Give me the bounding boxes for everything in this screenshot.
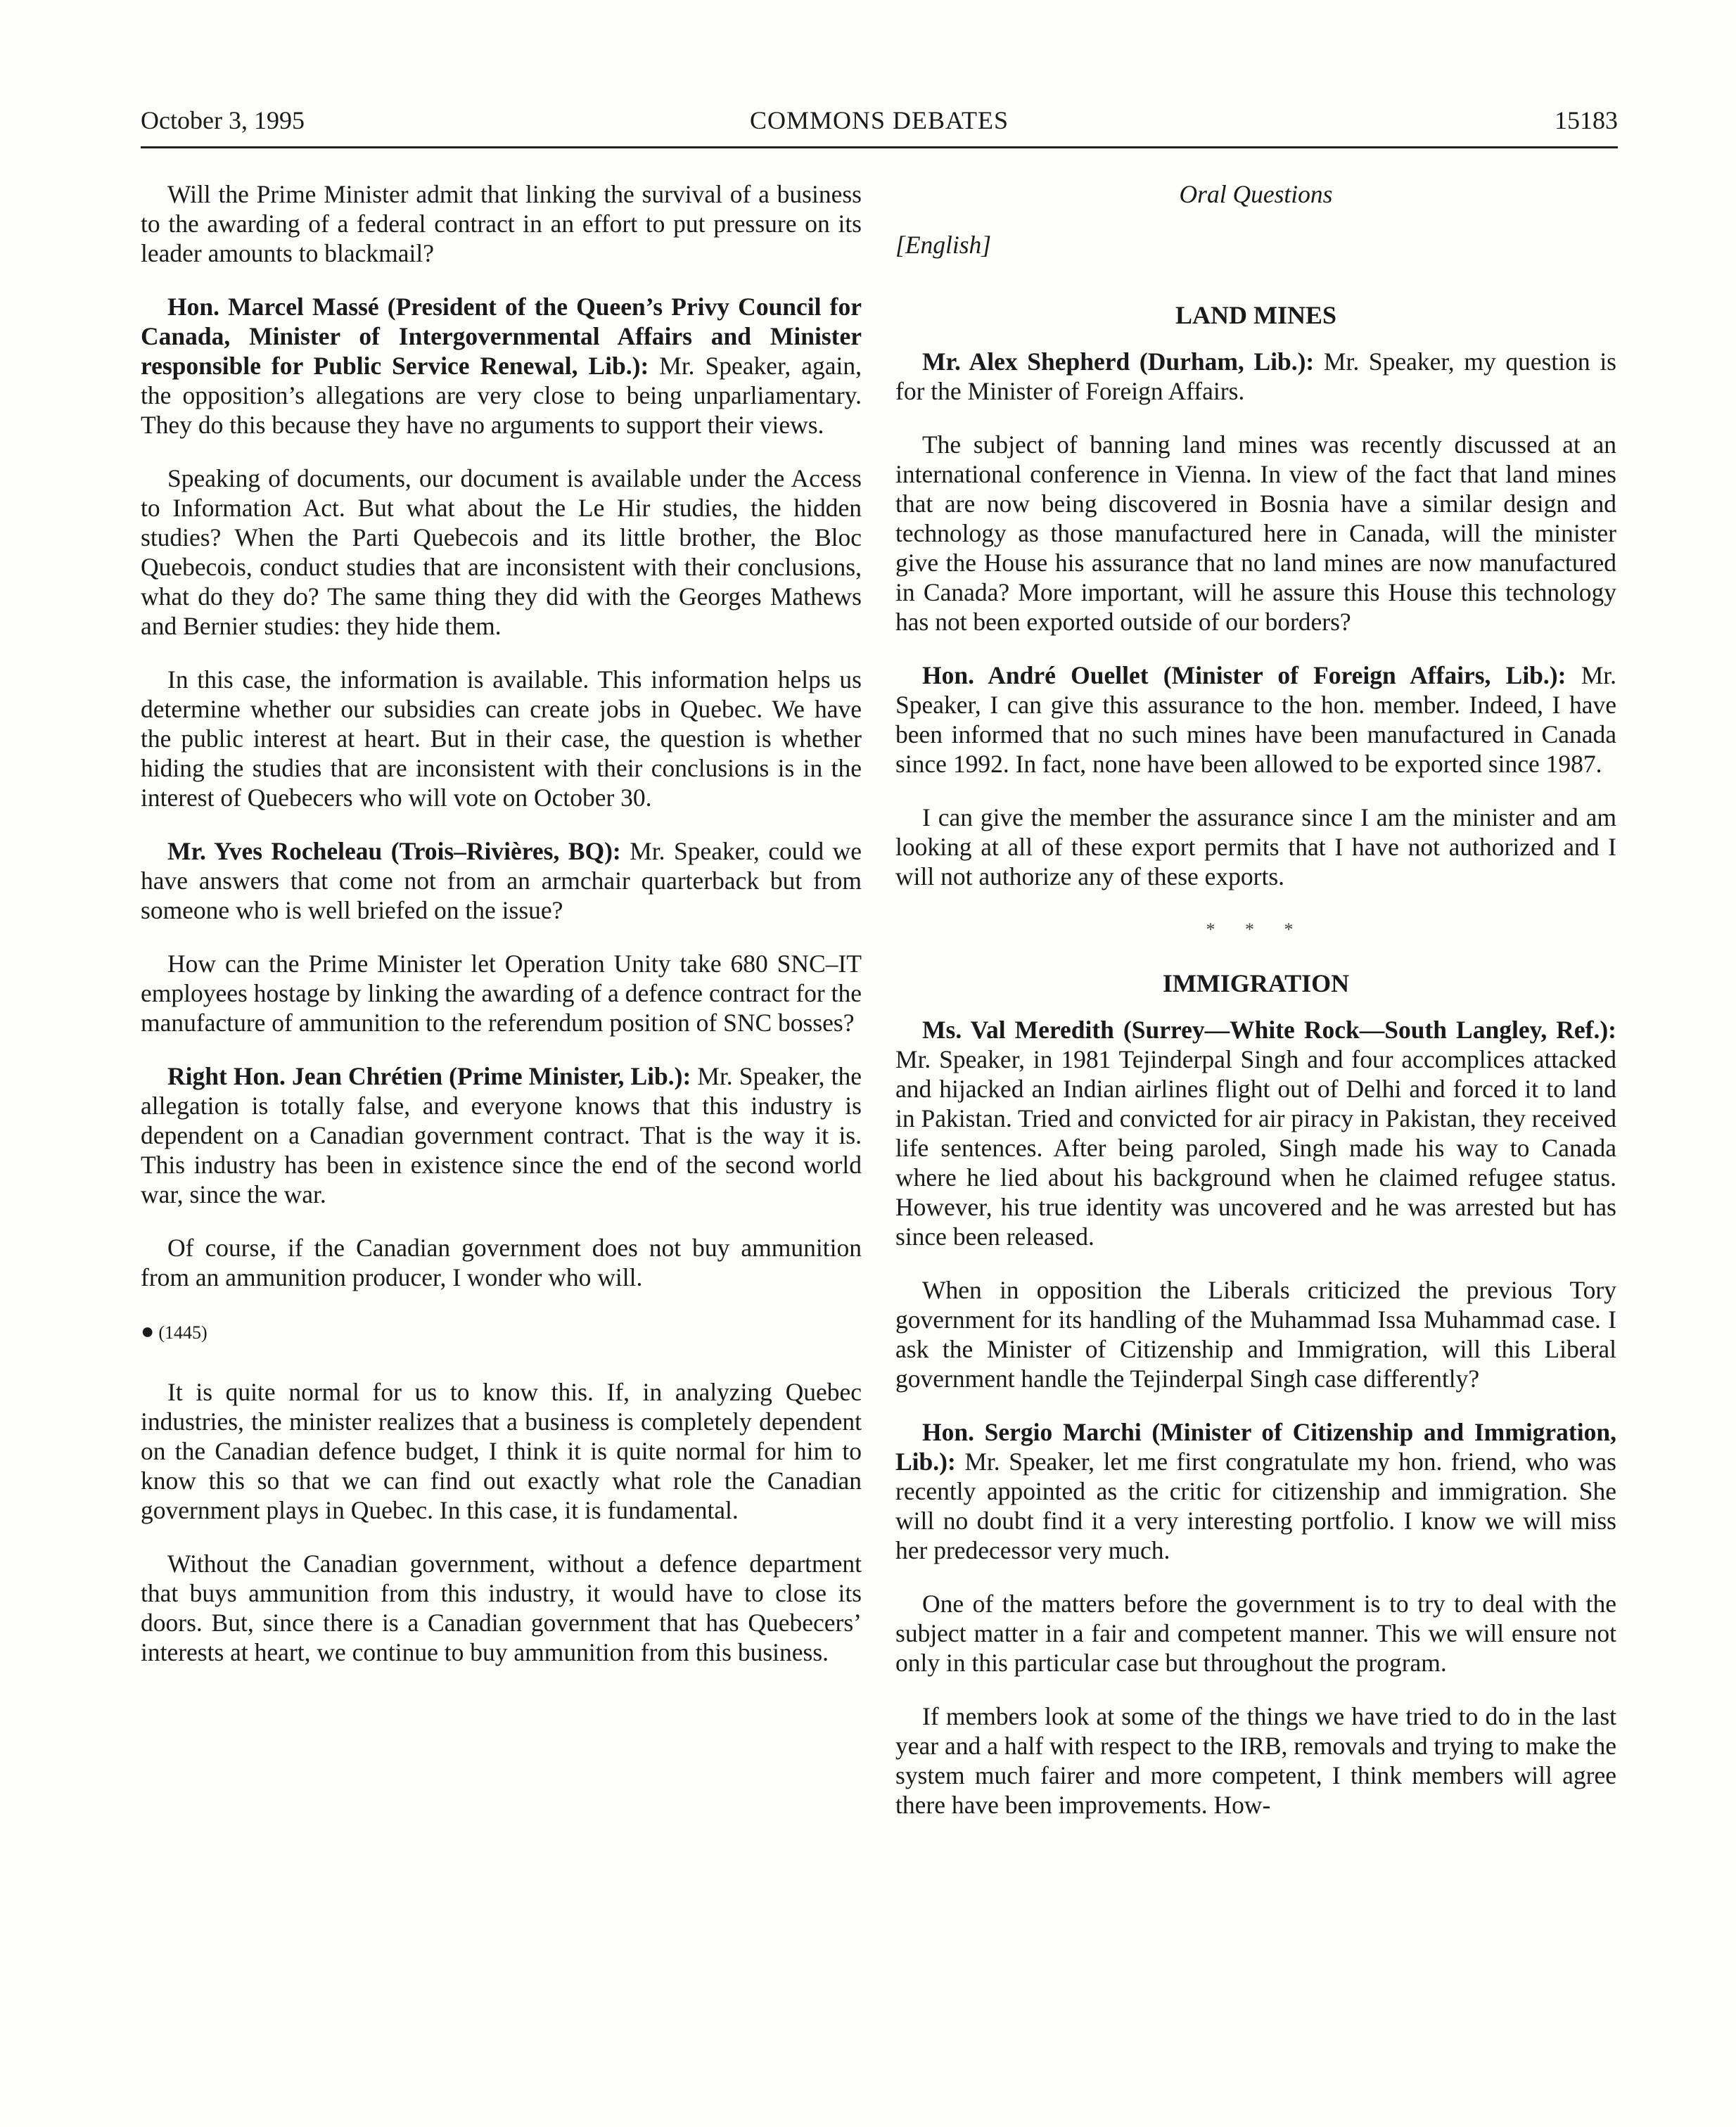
paragraph [895,1015,1616,1251]
time-marker [141,1316,862,1348]
speech-text: Mr. Speaker, my question is for the Minister of Foreign Affairs. [895,347,1616,405]
speaker-name: Mr. Alex Shepherd (Durham, Lib.): [922,347,1315,376]
speech-text: Mr. Speaker, in 1981 Tejinderpal Singh and four accomplices attacked and hijacked an Indian airlines flight out of Delhi and forced it to land in Pakistan. Tried and convicted for air piracy in Pakistan, they received life sentences. After being paroled, Singh made his way to Canada where he lied about his background when he claimed refugee status. However, his true identity was uncovered and he was arrested but has since been released. [895,1045,1616,1251]
bullet-icon: ● [141,1318,155,1343]
paragraph: Will the Prime Minister admit that linking the survival of a business to the awarding of a federal contract in an effort to put pressure on its leader amounts to blackmail? [141,180,862,267]
paragraph: Without the Canadian government, without a defence department that buys ammunition from this industry, it would have to close its doors. But, since there is a Canadian government that has Quebecers’ interests at heart, we continue to buy ammunition from this business. [141,1550,862,1666]
paragraph: One of the matters before the government is to try to deal with the subject matter in a fair and competent manner. This we will ensure not only in this particular case but throughout the program. [895,1590,1616,1677]
paragraph [895,1417,1616,1565]
header-title: COMMONS DEBATES [749,106,1009,134]
header-rule [141,146,1618,148]
paragraph: Of course, if the Canadian government does not buy ammunition from an ammunition producer, I wonder who will. [141,1234,862,1291]
speech-text: Mr. Speaker, again, the opposition’s allegations are very close to being unparliamentary. They do this because they have no arguments to support their views. [141,352,862,439]
speaker-name: Mr. Yves Rocheleau (Trois–Rivières, BQ): [167,837,621,865]
paragraph: When in opposition the Liberals criticized the previous Tory government for its handling of the Muhammad Issa Muhammad case. I ask the Minister of Citizenship and Immigration, will this Liberal government handle the Tejinderpal Singh case differently? [895,1276,1616,1393]
paragraph: It is quite normal for us to know this. If, in analyzing Quebec industries, the minister realizes that a business is completely dependent on the Canadian defence budget, I think it is quite normal for him to know this so that we can find out exactly what role the Canadian government plays in Quebec. In this case, it is fundamental. [141,1378,862,1524]
paragraph: Speaking of documents, our document is available under the Access to Information Act. But what about the Le Hir studies, the hidden studies? When the Parti Quebecois and its little brother, the Bloc Quebecois, conduct studies that are inconsistent with their conclusions, what do they do? The same thing they did with the Georges Mathews and Bernier studies: they hide them. [141,464,862,640]
left-column [141,179,862,1691]
paragraph [895,347,1616,406]
paragraph [141,1061,862,1209]
paragraph: The subject of banning land mines was recently discussed at an international conference in Vienna. In view of the fact that land mines that are now being discovered in Bosnia have a similar design and technology as those manufactured here in Canada, will the minister give the House his assurance that no land mines are now manufactured in Canada? More important, will he assure this House this technology has not been exported outside of our borders? [895,430,1616,636]
right-column [895,179,1616,1844]
paragraph [895,660,1616,779]
speaker-name: Hon. Marcel Massé (President of the Queen’s Privy Council for Canada, Minister of Intergovernmental Affairs and Minister responsible for Public Service Renewal, Lib.): [141,293,862,380]
paragraph: If members look at some of the things we have tried to do in the last year and a half with respect to the IRB, removals and trying to make the system much fairer and more competent, I think members will agree there have been improvements. How- [895,1702,1616,1819]
paragraph: I can give the member the assurance since I am the minister and am looking at all of these export permits that I have not authorized and I will not authorize any of these exports. [895,803,1616,890]
header-date: October 3, 1995 [141,106,305,134]
paragraph [141,836,862,925]
paragraph [141,292,862,440]
running-head: Oral Questions [1179,180,1333,208]
section-separator: * * * [1206,919,1306,940]
speaker-name: Ms. Val Meredith (Surrey—White Rock—South Langley, Ref.): [922,1016,1616,1044]
speaker-name: Right Hon. Jean Chrétien (Prime Minister, Lib.): [167,1062,691,1090]
paragraph: How can the Prime Minister let Operation Unity take 680 SNC–IT employees hostage by linking the awarding of a defence contract for the manufacture of ammunition to the referendum position of SNC bosses? [141,950,862,1037]
header-page-number: 15183 [1555,106,1618,134]
speaker-name: Hon. Sergio Marchi (Minister of Citizenship and Immigration, Lib.): [895,1418,1616,1476]
paragraph: In this case, the information is available. This information helps us determine whether our subsidies can create jobs in Quebec. We have the public interest at heart. But in their case, the question is whether hiding the studies that are inconsistent with their conclusions is in the interest of Quebecers who will vote on October 30. [141,665,862,812]
section-title-land-mines: LAND MINES [1175,301,1337,329]
speech-text: Mr. Speaker, let me first congratulate my hon. friend, who was recently appointed as the critic for citizenship and immigration. She will no doubt find it a very interesting portfolio. I know we will miss her predecessor very much. [895,1448,1616,1564]
section-title-immigration: IMMIGRATION [1162,969,1350,997]
speech-text: Mr. Speaker, the allegation is totally false, and everyone knows that this industry is dependent on a Canadian government contract. That is the way it is. This industry has been in existence since the end of the second world war, since the war. [141,1062,862,1208]
speech-text: Mr. Speaker, could we have answers that come not from an armchair quarterback but from someone who is well briefed on the issue? [141,837,862,924]
speaker-name: Hon. André Ouellet (Minister of Foreign Affairs, Lib.): [922,661,1566,689]
page-header [141,106,1618,148]
language-note: [English] [895,231,992,259]
time-marker-label: (1445) [158,1322,208,1343]
speech-text: Mr. Speaker, I can give this assurance to the hon. member. Indeed, I have been informed that no such mines have been manufactured in Canada since 1992. In fact, none have been allowed to be exported since 1987. [895,661,1616,778]
